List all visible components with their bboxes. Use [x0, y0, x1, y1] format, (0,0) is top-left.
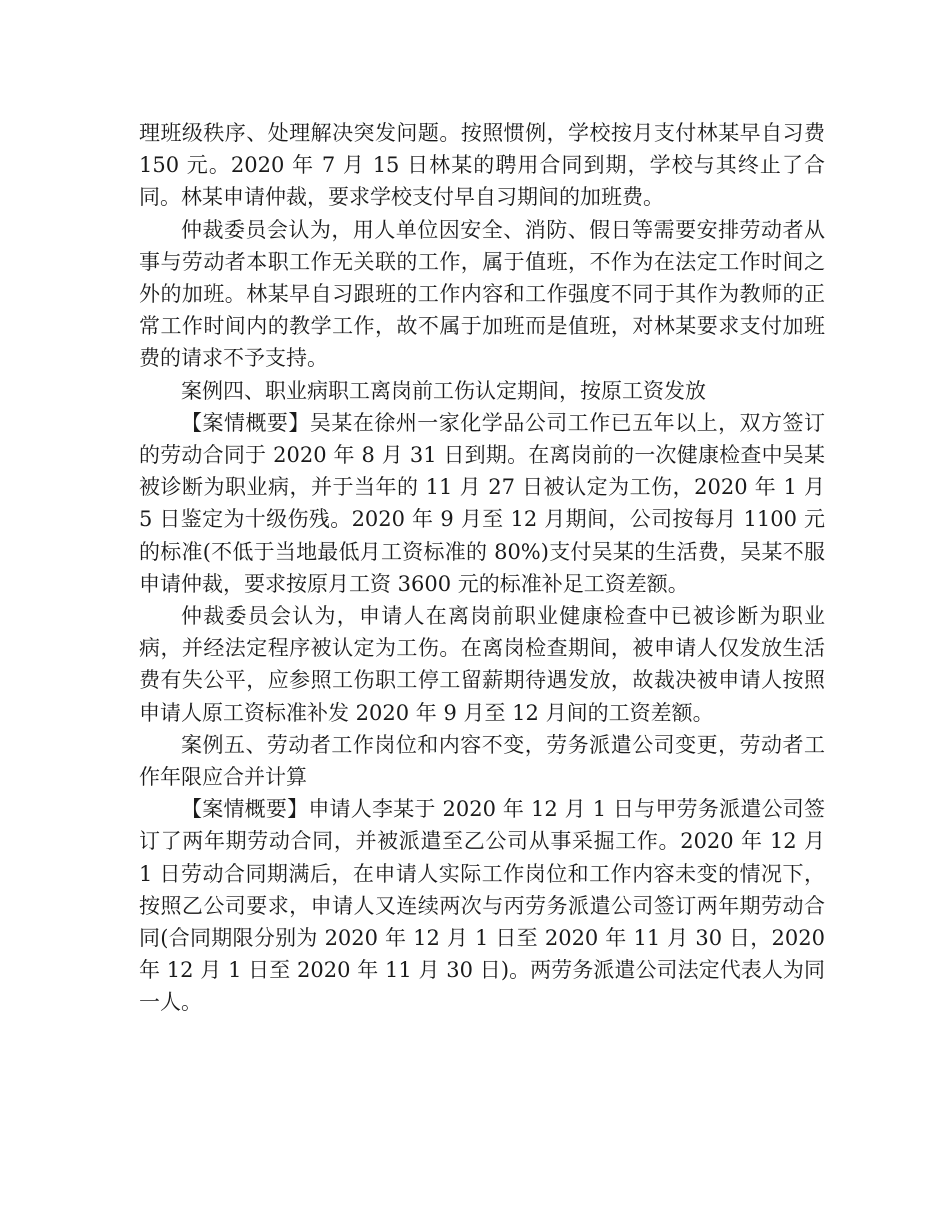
paragraph-case-summary-5: 【案情概要】申请人李某于 2020 年 12 月 1 日与甲劳务派遣公司签订了两年期劳动合同，并被派遣至乙公司从事采掘工作。2020 年 12 月 1 日劳动合同期满后，在申请人实际工作岗位和工作内容未变的情况下，按照乙公司要求，申请人又连续两次与丙劳务派遣公司签订两年期劳动合同(合同期限分别为 2020 年 12 月 1 日至 2020 年 11 月 30 日，2020 年 12 月 1 日至 2020 年 11 月 30 日)。两劳务派遣公司法定代表人为同一人。 — [139, 797, 825, 1015]
document-page — [139, 117, 825, 1019]
paragraph-arbitration-opinion-4: 仲裁委员会认为，申请人在离岗前职业健康检查中已被诊断为职业病，并经法定程序被认定为工伤。在离岗检查期间，被申请人仅发放生活费有失公平，应参照工伤职工停工留薪期待遇发放，故裁决被申请人按照申请人原工资标准补发 2020 年 9 月至 12 月间的工资差额。 — [139, 604, 825, 725]
paragraph-arbitration-opinion-3: 仲裁委员会认为，用人单位因安全、消防、假日等需要安排劳动者从事与劳动者本职工作无关联的工作，属于值班，不作为在法定工作时间之外的加班。林某早自习跟班的工作内容和工作强度不同于其作为教师的正常工作时间内的教学工作，故不属于加班而是值班，对林某要求支付加班费的请求不予支持。 — [139, 217, 825, 371]
case-heading-5: 案例五、劳动者工作岗位和内容不变，劳务派遣公司变更，劳动者工作年限应合并计算 — [139, 732, 825, 790]
case-heading-4: 案例四、职业病职工离岗前工伤认定期间，按原工资发放 — [181, 378, 706, 403]
paragraph-continuation: 理班级秩序、处理解决突发问题。按照惯例，学校按月支付林某早自习费 150 元。2020 年 7 月 15 日林某的聘用合同到期，学校与其终止了合同。林某申请仲裁，要求学校支付早自习期间的加班费。 — [139, 121, 825, 210]
paragraph-case-summary-4: 【案情概要】吴某在徐州一家化学品公司工作已五年以上，双方签订的劳动合同于 2020 年 8 月 31 日到期。在离岗前的一次健康检查中吴某被诊断为职业病，并于当年的 11 月 27 日被认定为工伤，2020 年 1 月 5 日鉴定为十级伤残。2020 年 9 月至 12 月期间，公司按每月 1100 元的标准(不低于当地最低月工资标准的 80%)支付吴某的生活费，吴某不服申请仲裁，要求按原月工资 3600 元的标准补足工资差额。 — [139, 410, 825, 596]
